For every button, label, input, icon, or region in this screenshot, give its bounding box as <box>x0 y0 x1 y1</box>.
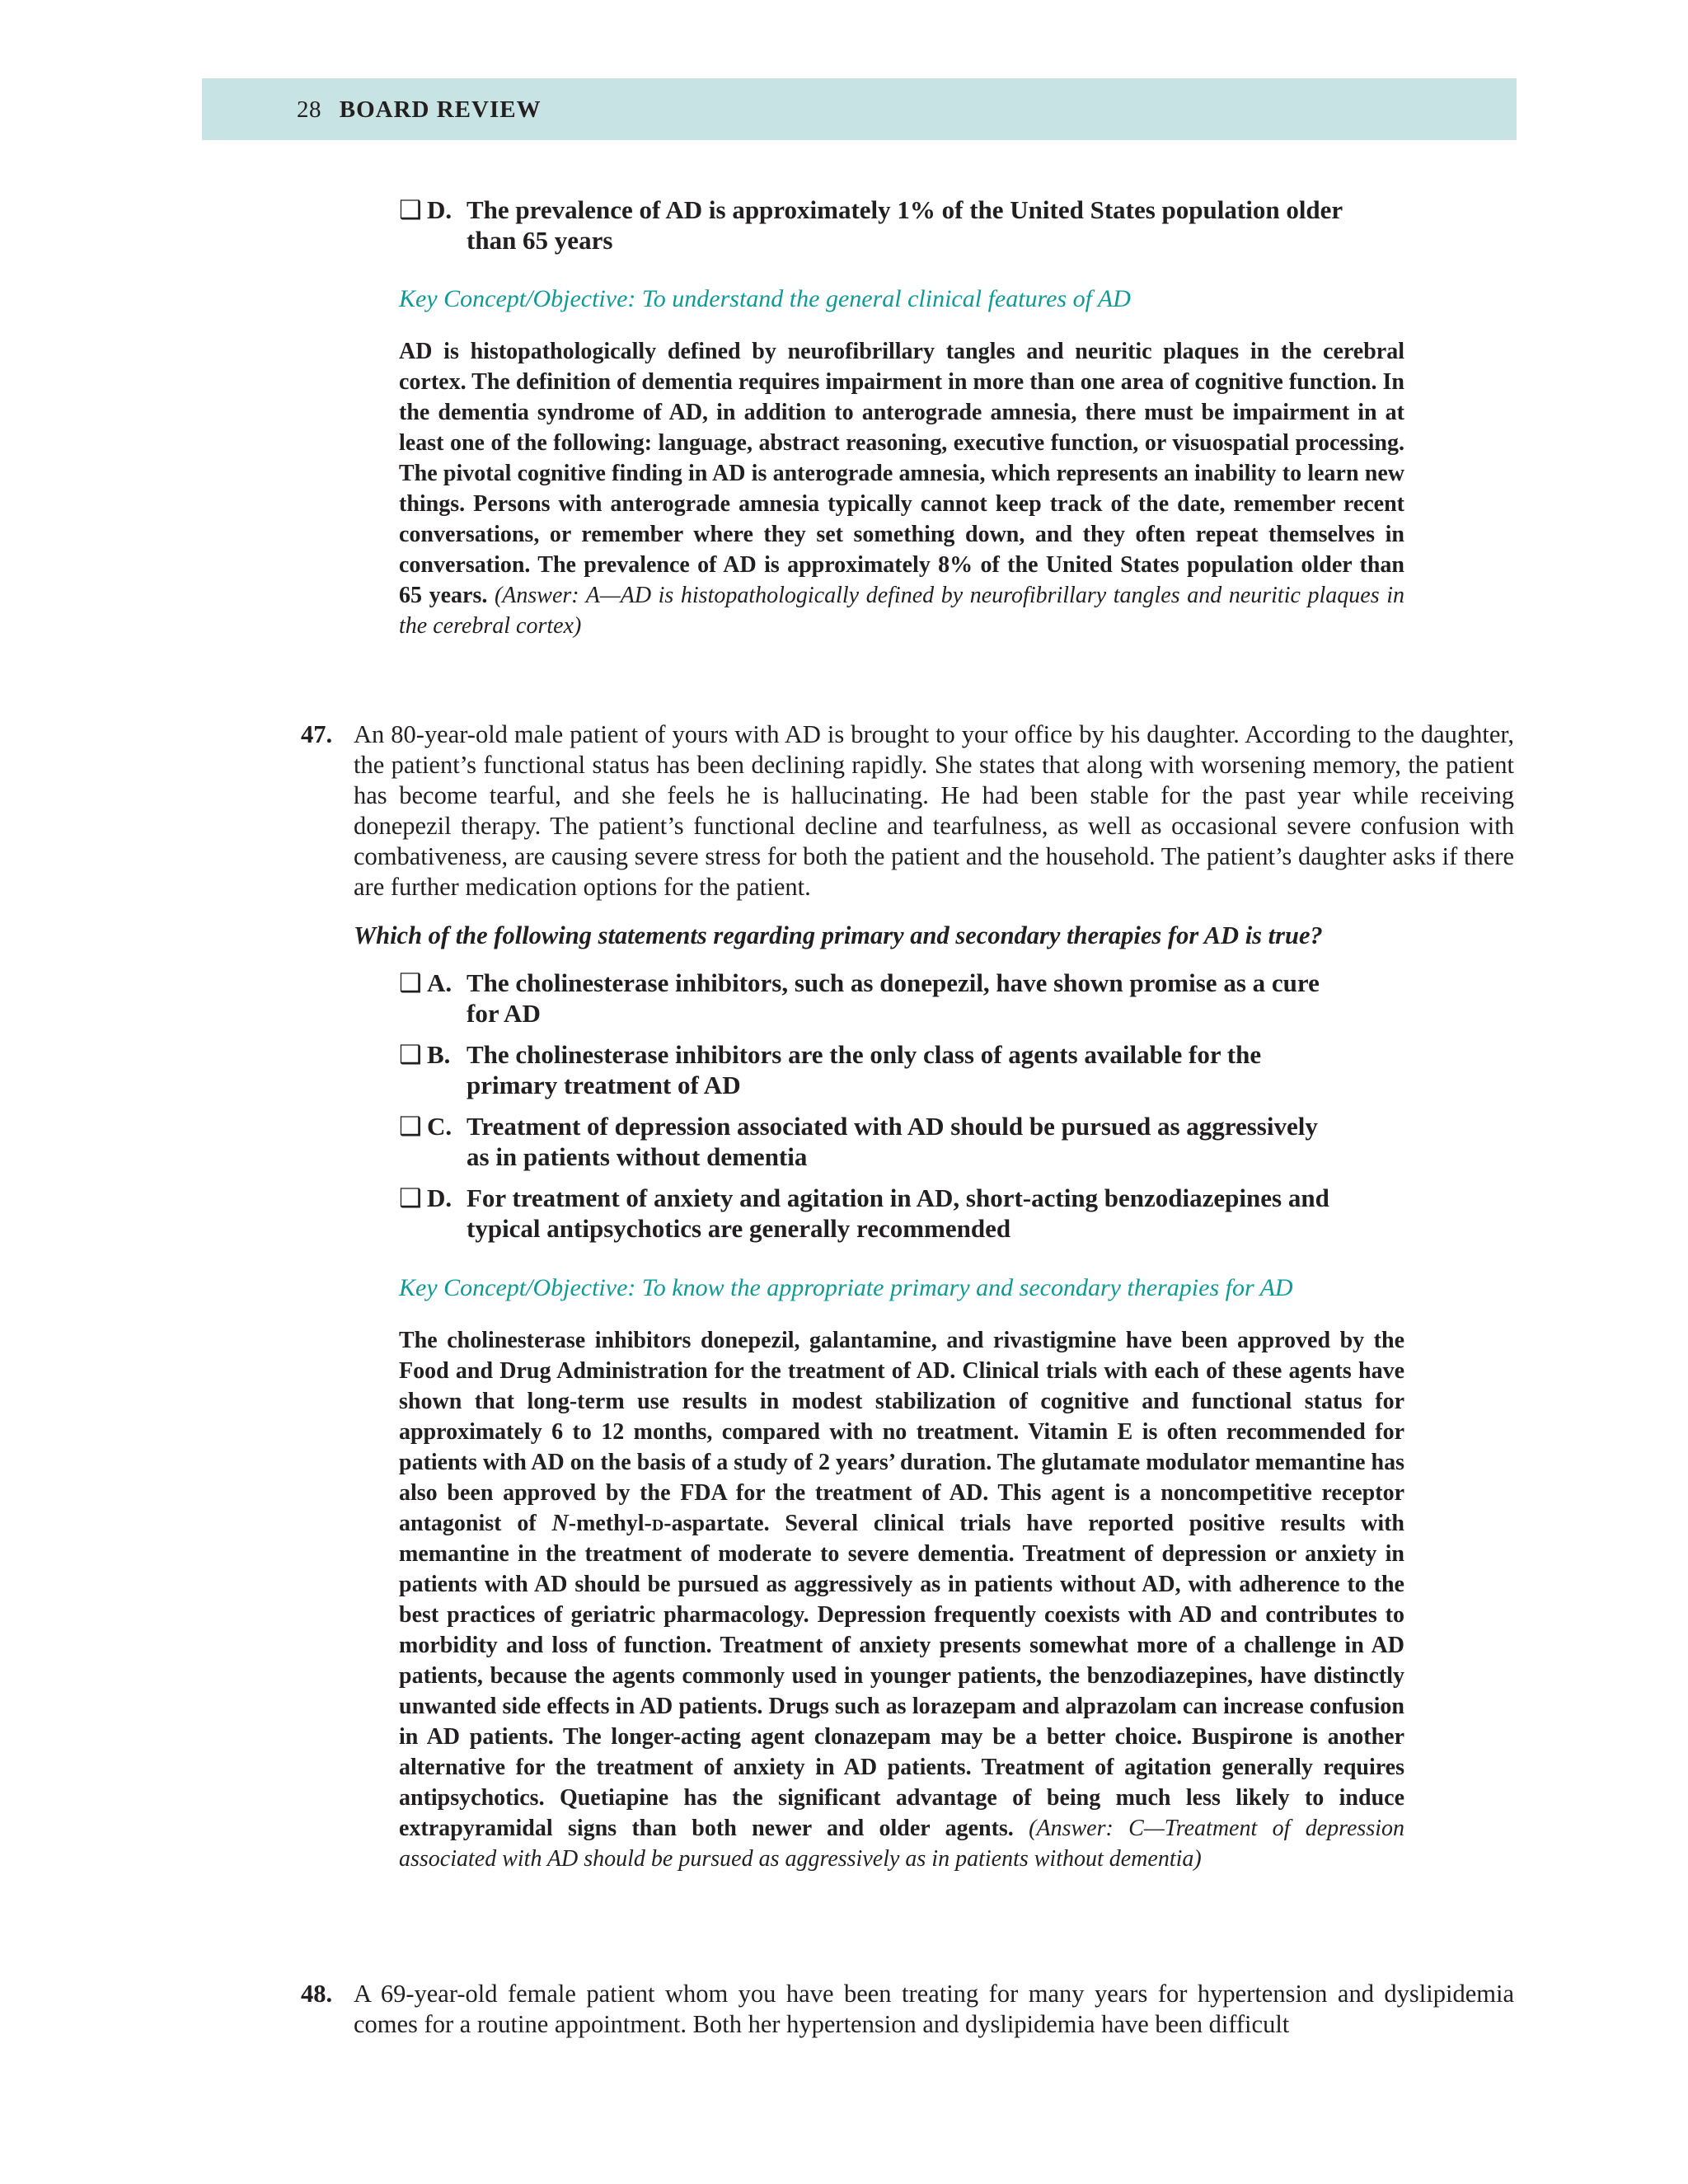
q46-option-d[interactable] <box>399 194 1347 255</box>
option-text: Treatment of depression associated with AD should be pursued as aggressively as in patients without dementia <box>467 1112 1318 1171</box>
checkbox-icon[interactable]: ❑ <box>399 195 422 224</box>
explanation-text-1: The cholinesterase inhibitors donepezil, galantamine, and rivastigmine have been approved by the Food and Drug Administration for the treatment of AD. Clinical trials with each of these agents have shown that long-term use results in modest stabilization of cognitive and functional status for approximately 6 to 12 months, compared with no treatment. Vitamin E is often recommended for patients with AD on the basis of a study of 2 years’ duration. The glutamate modulator memantine has also been approved by the FDA for the treatment of AD. This agent is a noncompetitive receptor antagonist of <box>399 1328 1404 1536</box>
page-header <box>202 78 1517 140</box>
q47-option-d[interactable] <box>399 1183 1347 1244</box>
checkbox-icon[interactable]: ❑ <box>399 1183 422 1212</box>
answer-text: (Answer: C—Treatment of depression associated with AD should be pursued as aggressively as in patients without dementia) <box>399 1816 1405 1872</box>
explanation-d-smallcaps: d <box>651 1511 664 1536</box>
option-letter: A. <box>427 968 452 997</box>
q47-option-c[interactable] <box>399 1111 1347 1172</box>
explanation-text-2: -aspartate. Several clinical trials have reported positive results with memantine in the treatment of moderate to severe dementia. Treatment of depression or anxiety in patients with AD should be pursued as aggressively as in patients without AD, with adherence to the best practices of geriatric pharmacology. Depression frequently coexists with AD and contributes to morbidity and loss of function. Treatment of anxiety presents somewhat more of a challenge in AD patients, because the agents commonly used in younger patients, the benzodiazepines, have distinctly unwanted side effects in AD patients. Drugs such as lorazepam and alprazolam can increase confusion in AD patients. The longer-acting agent clonazepam may be a better choice. Buspirone is another alternative for the treatment of anxiety in AD patients. Treatment of agitation generally requires antipsychotics. Quetiapine has the significant advantage of being much less likely to induce extrapyramidal signs than both newer and older agents. <box>399 1511 1404 1841</box>
q47-option-a[interactable] <box>399 968 1347 1029</box>
q46-key-concept: Key Concept/Objective: To understand the general clinical features of AD <box>399 285 1131 312</box>
q46-explanation <box>399 336 1404 641</box>
option-text: The cholinesterase inhibitors, such as donepezil, have shown promise as a cure for AD <box>467 968 1320 1028</box>
option-text: The prevalence of AD is approximately 1% of the United States population older than 65 years <box>467 195 1343 255</box>
option-letter: D. <box>427 195 452 224</box>
option-letter: D. <box>427 1183 452 1212</box>
page-number: 28 <box>297 96 321 123</box>
q47-option-b[interactable] <box>399 1039 1347 1100</box>
question-number: 48. <box>301 1980 333 2008</box>
question-text: An 80-year-old male patient of yours with AD is brought to your office by his daughter. According to the daughter, the patient’s functional status has been declining rapidly. She states that along with worsening memory, the patient has become tearful, and she feels he is hallucinating. He had been stable for the past year while receiving donepezil therapy. The patient’s functional decline and tearfulness, as well as occasional severe confusion with combativeness, are causing severe stress for both the patient and the household. The patient’s daughter asks if there are further medication options for the patient. <box>354 720 1514 901</box>
explanation-methyl: -methyl- <box>568 1511 652 1536</box>
option-text: The cholinesterase inhibitors are the only class of agents available for the primary treatment of AD <box>467 1040 1262 1099</box>
header-text <box>297 96 542 124</box>
q47-explanation <box>399 1325 1404 1874</box>
explanation-n-italic: N <box>551 1511 569 1536</box>
question-48 <box>301 1979 1514 2040</box>
explanation-text: AD is histopathologically defined by neurofibrillary tangles and neuritic plaques in the cerebral cortex. The definition of dementia requires impairment in more than one area of cognitive function. In the dementia syndrome of AD, in addition to anterograde amnesia, there must be impairment in at least one of the following: language, abstract reasoning, executive function, or visuospatial processing. The pivotal cognitive finding in AD is anterograde amnesia, which represents an inability to learn new things. Persons with anterograde amnesia typically cannot keep track of the date, remember recent conversations, or remember where they set something down, and they often repeat themselves in conversation. The prevalence of AD is approximately 8% of the United States population older than 65 years. <box>399 339 1404 608</box>
q47-stem: Which of the following statements regarding primary and secondary therapies for AD is true? <box>354 921 1323 949</box>
question-number: 47. <box>301 720 333 748</box>
checkbox-icon[interactable]: ❑ <box>399 968 422 997</box>
checkbox-icon[interactable]: ❑ <box>399 1040 422 1069</box>
question-47 <box>301 719 1514 902</box>
option-letter: C. <box>427 1112 452 1141</box>
answer-text: (Answer: A—AD is histopathologically defined by neurofibrillary tangles and neuritic plaques in the cerebral cortex) <box>399 583 1405 639</box>
option-letter: B. <box>427 1040 451 1069</box>
question-text: A 69-year-old female patient whom you have been treating for many years for hypertension and dyslipidemia comes for a routine appointment. Both her hypertension and dyslipidemia have been difficult <box>354 1980 1514 2038</box>
q47-key-concept: Key Concept/Objective: To know the appropriate primary and secondary therapies for AD <box>399 1274 1293 1301</box>
checkbox-icon[interactable]: ❑ <box>399 1112 422 1141</box>
option-text: For treatment of anxiety and agitation in AD, short-acting benzodiazepines and typical antipsychotics are generally recommended <box>467 1183 1329 1243</box>
section-title: BOARD REVIEW <box>339 96 542 123</box>
